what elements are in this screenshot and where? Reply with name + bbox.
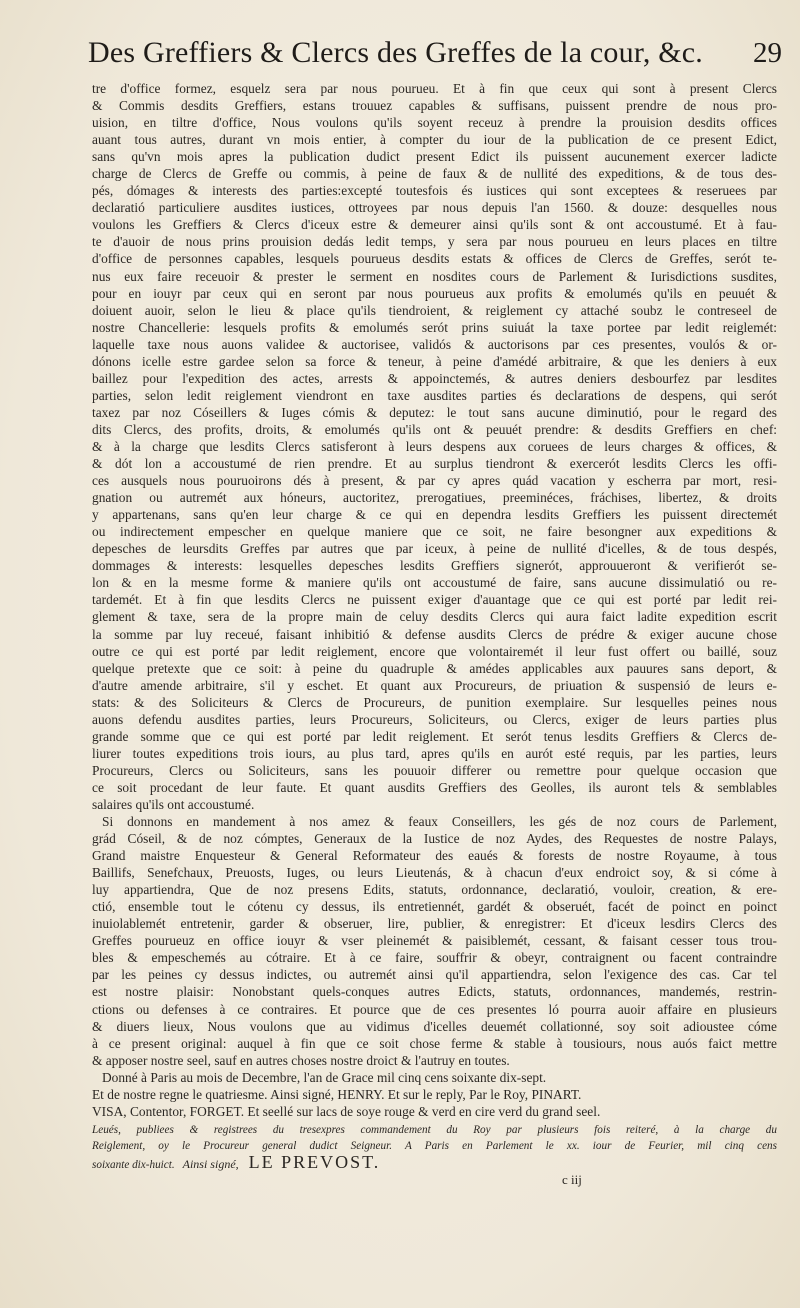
running-header [88, 36, 788, 80]
text-line: nostre Chancellerie: lesquels profits & emolumés serót prins suiuát la taxe portee par ledit reiglemét: [92, 319, 777, 335]
text-line: salaires qu'ils ont accoustumé. [92, 796, 255, 812]
text-line: sans qu'vn mois apres la publication dudict present Edict ils puissent aucunement exercer ladicte [92, 149, 777, 165]
text-line: outre ce qui est porté par ledit reiglement, encore que volontairemét il leur fust offert ou baillé, souz [92, 643, 777, 659]
text-line: par les peines cy dessus indictes, ou autremét ainsi qu'il appartiendra, selon l'exigence des cas. Car tel [92, 967, 777, 983]
text-line: ctió, ensemble tout le cótenu cy dessus, ils entretiennét, gardét & obseruét, facét de poinct en poinct [92, 899, 777, 915]
text-line: quelque pretexte que ce soit: à peine du quadruple & amédes applicables aux pauures sans deport, & [92, 660, 777, 676]
registration-line [92, 1152, 777, 1173]
text-line: declaratió particuliere ausdites iustices, ottroyees par nous depuis l'an 1560. & douze: desquelles nous [92, 200, 777, 216]
text-line: parties, selon ledit reiglement viendront en taxe ausdites parties és declarations de despens, qui serót [92, 387, 777, 403]
text-line: à ce present original: auquel à fin que ce soit chose ferme & stable à tousiours, nous auós faict mettre [92, 1035, 777, 1051]
text-line: pés, dómages & interests des parties:excepté toutesfois és iustices qui sont exceptees & reseruees par [92, 183, 777, 199]
text-line: Procureurs, Clercs ou Soliciteurs, sans les pouuoir differer ou remettre pour quelque occasion que [92, 762, 777, 778]
text-line: dits Clercs, des profits, droits, & emolumés qu'ils ont & peuuét prendre: & desdits Greffiers en chef: [92, 421, 777, 437]
text-line: ou indirectement empescher en quelque maniere que ce soit, ne faire besongner aux expeditions & [92, 524, 777, 540]
text-line: ce soit procedant de leur faute. Et quant ausdits Greffiers des Geolles, ils auront tels & semblables [92, 779, 777, 795]
text-line: d'office de personnes capables, lesquels pourueus desdits estats & offices de Clercs de Greffes, serót te- [92, 251, 777, 267]
text-line: & Commis desdits Greffiers, estans trouuez capables & suffisans, puissent prendre de nous pro- [92, 98, 777, 114]
text-line: liurer toutes expeditions trois iours, au plus tard, apres qu'ils en aurót esté requis, par les parties, leurs [92, 745, 777, 761]
signature-mark: c iij [562, 1172, 582, 1187]
text-line: Grand maistre Enquesteur & General Reformateur des eaués & forests de nostre Royaume, à tous [92, 848, 777, 864]
registration-line: Reiglement, oy le Procureur general dudict Seigneur. A Paris en Parlement le xx. iour de Feurier, mil cinq cens [92, 1140, 777, 1153]
text-line: glement & taxe, sera de la propre main de celuy desdits Clercs qui aura faict ladite expedition escrit [92, 609, 777, 625]
text-line: auant tous autres, durant vn mois entier, à compter du iour de la publication de ce present Edict, [92, 132, 777, 148]
text-line: & diuers lieux, Nous voulons que au vidimus d'icelles deuemét collationné, soy soit adioustee cóme [92, 1018, 777, 1034]
edict-text [92, 80, 777, 1120]
text-line: & dót lon a accoustumé de rien prendre. Et au surplus tiendront & exercerót lesdits Clercs les offi- [92, 456, 777, 472]
text-line: luy appartiendra, Que de noz presens Edits, statuts, ordonnance, declaratió, vouloir, creation, & ere- [92, 882, 777, 898]
text-line: bles & empeschemés au cótraire. Et à ce faire, souffrir & obeyr, contraignent ou facent contraindre [92, 950, 777, 966]
text-line: dónons icelle estre gardee selon sa force & teneur, à peine d'amédé arbitraire, & que les deniers à eux [92, 353, 777, 369]
text-line: charge de Clercs de Greffe ou commis, à peine de faux & de nullité des expeditions, & de tous des- [92, 166, 777, 182]
text-line: uision, en tiltre d'office, Nous voulons qu'ils soyent receuz à prendre la prouision desdits offices [92, 115, 777, 131]
text-line: ctions ou defenses à ce contraires. Et pource que de ces presentes ló pourra auoir affaire en plusieurs [92, 1001, 777, 1017]
text-line: stats: & des Soliciteurs & Clercs de Procureurs, de punition exemplaire. Sur lesquelles peines nous [92, 694, 777, 710]
text-line: est nostre plaisir: Nonobstant quels-conques autres Edicts, statuts, ordonnances, mandemés, restrin- [92, 984, 777, 1000]
folio-number: 29 [753, 37, 782, 69]
text-line: Et de nostre regne le quatriesme. Ainsi signé, HENRY. Et sur le reply, Par le Roy, PINART. [92, 1086, 582, 1102]
text-line: tardemét. Et à fin que lesdits Clercs ne puissent exiger d'auantage que ce qui est porté par ledit rei- [92, 592, 777, 608]
text-line: grád Cóseil, & de noz cómptes, Generaux de la Iustice de noz Aydes, des Requestes de nostre Palays, [92, 831, 777, 847]
text-line: auons defendu ausdites parties, leurs Procureurs, Soliciteurs, ou Clercs, exiger de leurs parties plus [92, 711, 777, 727]
text-line: inuiolablemét entretenir, garder & obseruer, lire, publier, & enregistrer: Et d'iceux lesdirs Clercs des [92, 916, 777, 932]
text-line: Greffes pourueuz en office iouyr & vser pleinemét & paisiblemét, cessant, & faisant cesser tous trou- [92, 933, 777, 949]
text-line: la somme par luy receué, faisant inhibitió & defense ausdits Clercs de prédre & exiger aucune chose [92, 626, 777, 642]
signature-label: Ainsi signé, [182, 1157, 239, 1172]
text-line: lon & en la mesme forme & maniere qu'ils ont accoustumé de faire, sans aucune dissimulatió ou re- [92, 575, 777, 591]
text-line: pour en iouyr par ceux qui en seront par nous pourueus aux profits & emolumés qu'ils en peuuét & [92, 285, 777, 301]
registration-line: Leués, publiees & registrees du tresexpres commandement du Roy par plusieurs fois reiteré, à la charge du [92, 1124, 777, 1137]
text-line: Baillifs, Senefchaux, Preuosts, Iuges, ou leurs Lieutenás, & à chacun d'eux endroict soy, & si cóme à [92, 865, 777, 881]
text-line: doiuent auoir, selon le lieu & place qu'ils tiendroient, & reiglement cy attaché soubz le contreseel de [92, 302, 777, 318]
text-line: grande somme que ce qui est porté par ledit reiglement. Et serót tenus lesdits Greffiers & Clercs de- [92, 728, 777, 744]
text-line: dommages & interests: lesquelles depesches lesdits Greffiers signerót, approuueront & verifierót se- [92, 558, 777, 574]
text-line: y appartenans, sans qu'en leur charge & ce qui en dependra lesdits Greffiers les puissent directemét [92, 507, 777, 523]
signatory-name: LE PREVOST. [248, 1152, 381, 1173]
text-line: & apposer nostre seel, sauf en autres choses nostre droict & l'autruy en toutes. [92, 1052, 510, 1068]
text-line: ces ausquels nous pouruoirons dés à present, & par cy apres quád vacation y escherra par mort, resi- [92, 473, 777, 489]
text-line: gnation ou autremét aux hóneurs, auctoritez, prerogatiues, preeminéces, fráchises, libertez, & droits [92, 490, 777, 506]
text-line: Si donnons en mandement à nos amez & feaux Conseillers, les gés de noz cours de Parlement, [102, 814, 777, 830]
text-line: tre d'office formez, esquelz sera par nous pourueu. Et à fin que ceux qui sont à present Clercs [92, 81, 777, 96]
registration-note [92, 1122, 777, 1173]
text-line: d'autre amende arbitraire, s'il y eschet. Et quant aux Procureurs, de priuation & suspensió de leurs e- [92, 677, 777, 693]
text-line: depesches de leursdits Greffes par autres que par iceux, à peine de nullité d'icelles, & de tous despés, [92, 541, 777, 557]
text-line: baillez pour l'expedition des actes, arrests & appoinctemés, & autres deniers desbourfez par lesdites [92, 370, 777, 386]
text-line: laquelle taxe nous auons validee & auctorisee, validós & auctorisons par ces presentes, voulós & or- [92, 336, 777, 352]
text-line: & à la charge que lesdits Clercs satisferont à leurs despens aux coruees de leurs charges & offices, & [92, 438, 777, 454]
text-line: taxez par noz Cóseillers & Iuges cómis & deputez: le tout sans aucune diminutió, pour le regard des [92, 404, 777, 420]
text-line: voulons les Greffiers & Clercs d'iceux estre & demeurer ainsi qu'ils sont & ont accoustumé. Et à fau- [92, 217, 777, 233]
text-line: VISA, Contentor, FORGET. Et seellé sur lacs de soye rouge & verd en cire verd du grand seel. [92, 1103, 601, 1119]
text-line: te d'auoir de nous prins prouision dedás ledit temps, y sera par nous pourueu en leurs places en tiltre [92, 234, 777, 250]
registration-date: soixante dix-huict. [92, 1159, 175, 1172]
text-line: Donné à Paris au mois de Decembre, l'an de Grace mil cinq cens soixante dix-sept. [102, 1069, 547, 1085]
text-line: nus eux faire receuoir & prester le serment en nosdites cours de Parlement & Iurisdictions susdites, [92, 268, 777, 284]
page-title: Des Greffiers & Clercs des Greffes de la cour, &c. [88, 36, 703, 69]
